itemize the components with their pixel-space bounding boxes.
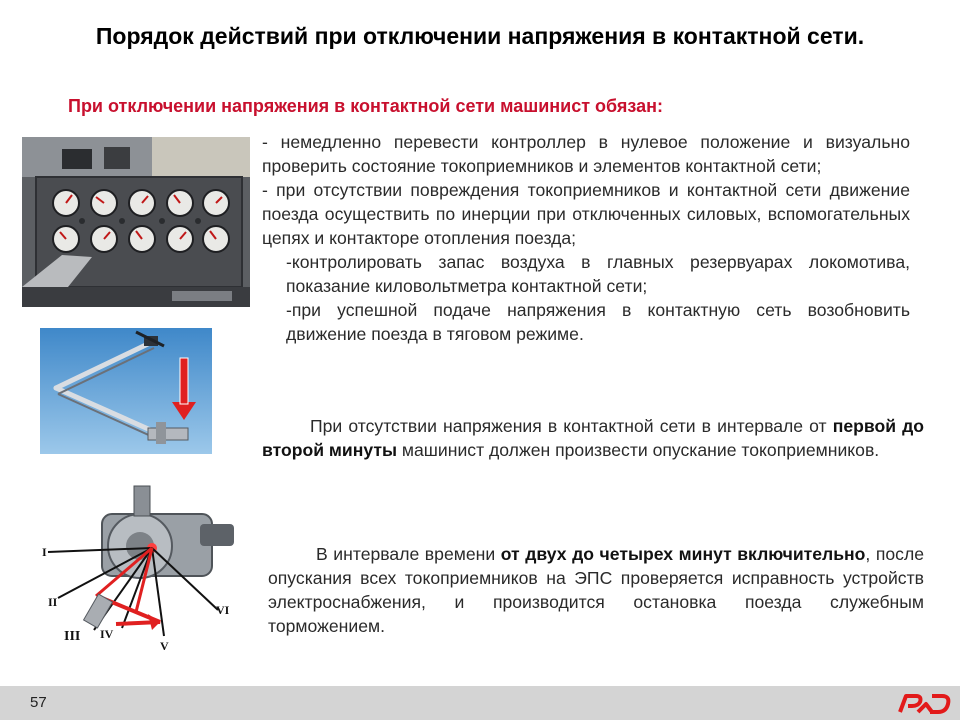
list-item: - немедленно перевести контроллер в нулевое положение и визуально проверить состояние токоприемников и элементов контактной сети; xyxy=(262,132,910,176)
duty-list xyxy=(262,130,910,346)
page-number: 57 xyxy=(30,694,47,711)
controller-position-label: IV xyxy=(100,627,114,641)
list-item: -при успешной подаче напряжения в контактную сеть возобновить движение поезда в тяговом режиме. xyxy=(286,300,910,344)
gauge-panel-image xyxy=(22,137,250,307)
controller-position-label: V xyxy=(160,639,169,653)
paragraph-emphasis: от двух до четырех минут включительно xyxy=(500,544,866,564)
rzd-logo-icon xyxy=(896,690,954,716)
slide-title: Порядок действий при отключении напряжения в контактной сети. xyxy=(95,23,865,49)
pantograph-image xyxy=(40,328,212,454)
paragraph-text: При отсутствии напряжения в контактной сети в интервале от xyxy=(310,416,833,436)
paragraph-two-four-minutes xyxy=(268,542,924,638)
list-item: - при отсутствии повреждения токоприемников и контактной сети движение поезда осуществить по инерции при отключенных силовых, вспомогательных цепях и контакторе отопления поезда; xyxy=(262,180,910,248)
controller-position-label: I xyxy=(42,545,47,559)
paragraph-text: , после опускания всех токоприемников на ЭПС проверяется исправность устройств электроснабжения, и производится остановка поезда служебным торможением. xyxy=(268,544,925,636)
list-item: -контролировать запас воздуха в главных резервуарах локомотива, показание киловольтметра контактной сети; xyxy=(286,252,910,296)
paragraph-text: машинист должен произвести опускание токоприемников. xyxy=(397,440,880,460)
controller-switch-image xyxy=(36,480,248,656)
paragraph-text: В интервале времени xyxy=(316,544,501,564)
paragraph-emphasis: первой до второй минуты xyxy=(262,416,925,460)
controller-position-label: VI xyxy=(216,603,230,617)
slide-subtitle: При отключении напряжения в контактной сети машинист обязан: xyxy=(68,96,664,116)
controller-position-label: II xyxy=(48,595,58,609)
footer-bar xyxy=(0,686,960,720)
controller-position-label: III xyxy=(64,629,81,644)
paragraph-first-minute xyxy=(262,414,924,462)
